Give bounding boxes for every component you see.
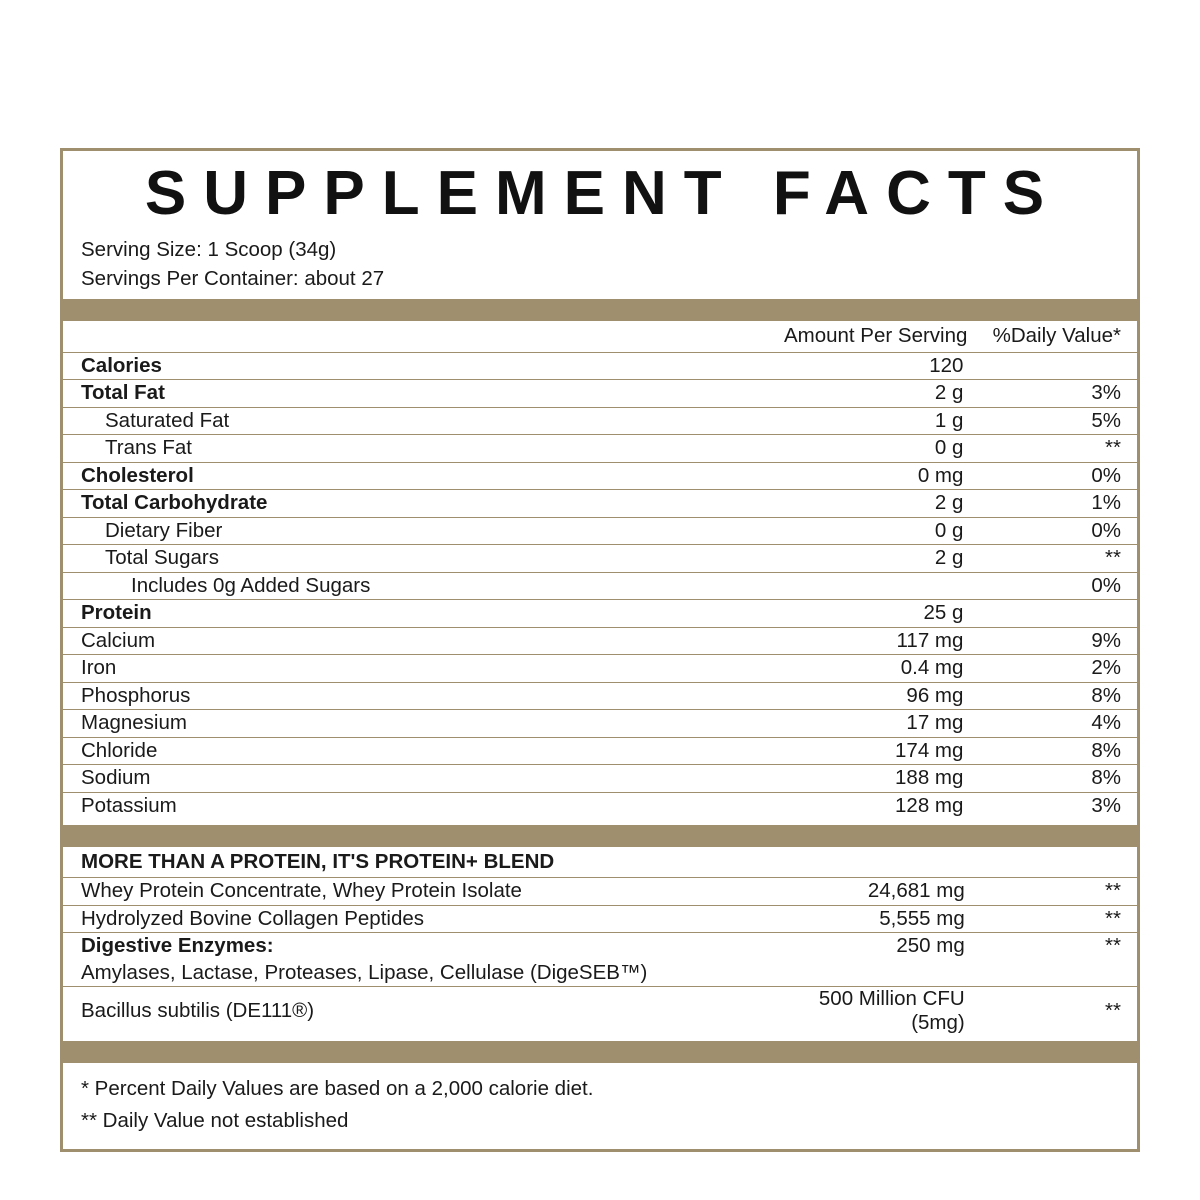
nutrient-name: Sodium [63, 765, 773, 793]
nutrient-name: Saturated Fat [63, 407, 773, 435]
nutrient-amount: 96 mg [773, 682, 974, 710]
nutrient-name: Calcium [63, 627, 773, 655]
table-row [63, 655, 1137, 683]
nutrient-dv [973, 352, 1137, 380]
nutrient-amount: 128 mg [895, 793, 964, 817]
nutrient-amount: 0 g [773, 517, 974, 545]
ingredient-dv: ** [975, 905, 1137, 933]
nutrient-dv: 9% [973, 627, 1137, 655]
ingredient-amount: 250 mg [896, 934, 965, 958]
ingredient-amount: 500 Million CFU (5mg) [818, 987, 965, 1035]
ingredient-dv [975, 960, 1137, 987]
table-row [63, 710, 1137, 738]
nutrient-amount: 2 g [773, 545, 974, 573]
footnotes [63, 1063, 1137, 1149]
ingredient-dv: ** [1105, 999, 1121, 1023]
nutrient-amount: 188 mg [773, 765, 974, 793]
nutrient-name: Cholesterol [63, 462, 773, 490]
nutrient-amount: 174 mg [773, 737, 974, 765]
nutrient-name: Includes 0g Added Sugars [63, 572, 773, 600]
ingredient-dv: ** [1105, 934, 1121, 958]
nutrient-name: Calories [63, 352, 773, 380]
table-row [63, 905, 1137, 933]
divider-bar-blend [63, 825, 1137, 847]
nutrient-dv: ** [973, 435, 1137, 463]
blend-title: MORE THAN A PROTEIN, IT'S PROTEIN+ BLEND [63, 847, 1137, 878]
table-row [63, 600, 1137, 628]
ingredient-name: Bacillus subtilis (DE111®) [81, 999, 315, 1023]
nutrient-dv: ** [973, 545, 1137, 573]
table-row [63, 933, 1137, 960]
nutrient-name: Trans Fat [63, 435, 773, 463]
nutrient-dv: 4% [973, 710, 1137, 738]
nutrient-name: Iron [63, 655, 773, 683]
nutrient-name: Total Carbohydrate [63, 490, 773, 518]
table-row [63, 380, 1137, 408]
header-amount-per-serving: Amount Per Serving [773, 321, 974, 352]
nutrient-dv: 0% [973, 462, 1137, 490]
divider-bar-footnotes [63, 1041, 1137, 1063]
nutrient-amount: 0.4 mg [773, 655, 974, 683]
table-row [63, 517, 1137, 545]
nutrient-amount: 0 mg [773, 462, 974, 490]
nutrient-name: Magnesium [63, 710, 773, 738]
nutrient-name: Total Sugars [63, 545, 773, 573]
supplement-facts-panel [60, 148, 1140, 1152]
nutrition-table [63, 321, 1137, 819]
header-blank [63, 321, 773, 352]
serving-info [63, 235, 1137, 299]
table-row [63, 682, 1137, 710]
nutrient-amount [773, 572, 974, 600]
ingredient-amount: 5,555 mg [776, 905, 974, 933]
table-row [63, 435, 1137, 463]
nutrient-amount: 1 g [773, 407, 974, 435]
table-header-row [63, 321, 1137, 352]
nutrient-name: Chloride [63, 737, 773, 765]
table-row [63, 792, 1137, 819]
nutrient-amount: 2 g [773, 490, 974, 518]
nutrient-amount: 17 mg [773, 710, 974, 738]
nutrient-dv: 2% [973, 655, 1137, 683]
ingredient-name: Digestive Enzymes: [81, 934, 274, 958]
ingredient-amount: 24,681 mg [776, 878, 974, 906]
footnote-not-established: ** Daily Value not established [81, 1108, 349, 1132]
nutrient-dv: 8% [973, 682, 1137, 710]
nutrient-amount: 25 g [773, 600, 974, 628]
nutrient-name: Dietary Fiber [63, 517, 773, 545]
page-title: SUPPLEMENT FACTS [144, 159, 1062, 228]
divider-bar-top [63, 299, 1137, 321]
table-row [63, 737, 1137, 765]
nutrient-dv: 3% [973, 380, 1137, 408]
ingredient-name: Amylases, Lactase, Proteases, Lipase, Cellulase (DigeSEB™) [63, 960, 776, 987]
table-row [63, 765, 1137, 793]
nutrient-dv: 8% [973, 765, 1137, 793]
blend-table [63, 847, 1137, 1035]
nutrient-name: Protein [63, 600, 773, 628]
ingredient-name: Whey Protein Concentrate, Whey Protein Isolate [63, 878, 776, 906]
nutrient-name: Total Fat [63, 380, 773, 408]
header-daily-value: %Daily Value* [973, 321, 1137, 352]
nutrient-dv: 1% [973, 490, 1137, 518]
nutrient-amount: 0 g [773, 435, 974, 463]
serving-size: Serving Size: 1 Scoop (34g) [81, 238, 337, 261]
ingredient-amount [776, 960, 974, 987]
table-row [63, 627, 1137, 655]
table-row [63, 462, 1137, 490]
nutrient-amount: 117 mg [773, 627, 974, 655]
table-row [63, 572, 1137, 600]
table-row [63, 878, 1137, 906]
ingredient-name: Hydrolyzed Bovine Collagen Peptides [63, 905, 776, 933]
footnote-daily-values: * Percent Daily Values are based on a 2,000 calorie diet. [81, 1077, 594, 1101]
nutrient-dv: 0% [973, 572, 1137, 600]
nutrient-name: Potassium [81, 793, 177, 817]
table-row [63, 545, 1137, 573]
nutrient-amount: 120 [773, 352, 974, 380]
ingredient-dv: ** [975, 878, 1137, 906]
table-row [63, 960, 1137, 987]
table-row [63, 407, 1137, 435]
table-row [63, 987, 1137, 1036]
table-row [63, 352, 1137, 380]
nutrient-dv: 3% [1091, 793, 1121, 817]
nutrient-amount: 2 g [773, 380, 974, 408]
nutrient-dv [973, 600, 1137, 628]
table-row [63, 490, 1137, 518]
nutrient-dv: 5% [973, 407, 1137, 435]
nutrient-dv: 0% [973, 517, 1137, 545]
blend-title-row [63, 847, 1137, 878]
nutrient-name: Phosphorus [63, 682, 773, 710]
nutrient-dv: 8% [973, 737, 1137, 765]
servings-per-container: Servings Per Container: about 27 [81, 267, 385, 291]
